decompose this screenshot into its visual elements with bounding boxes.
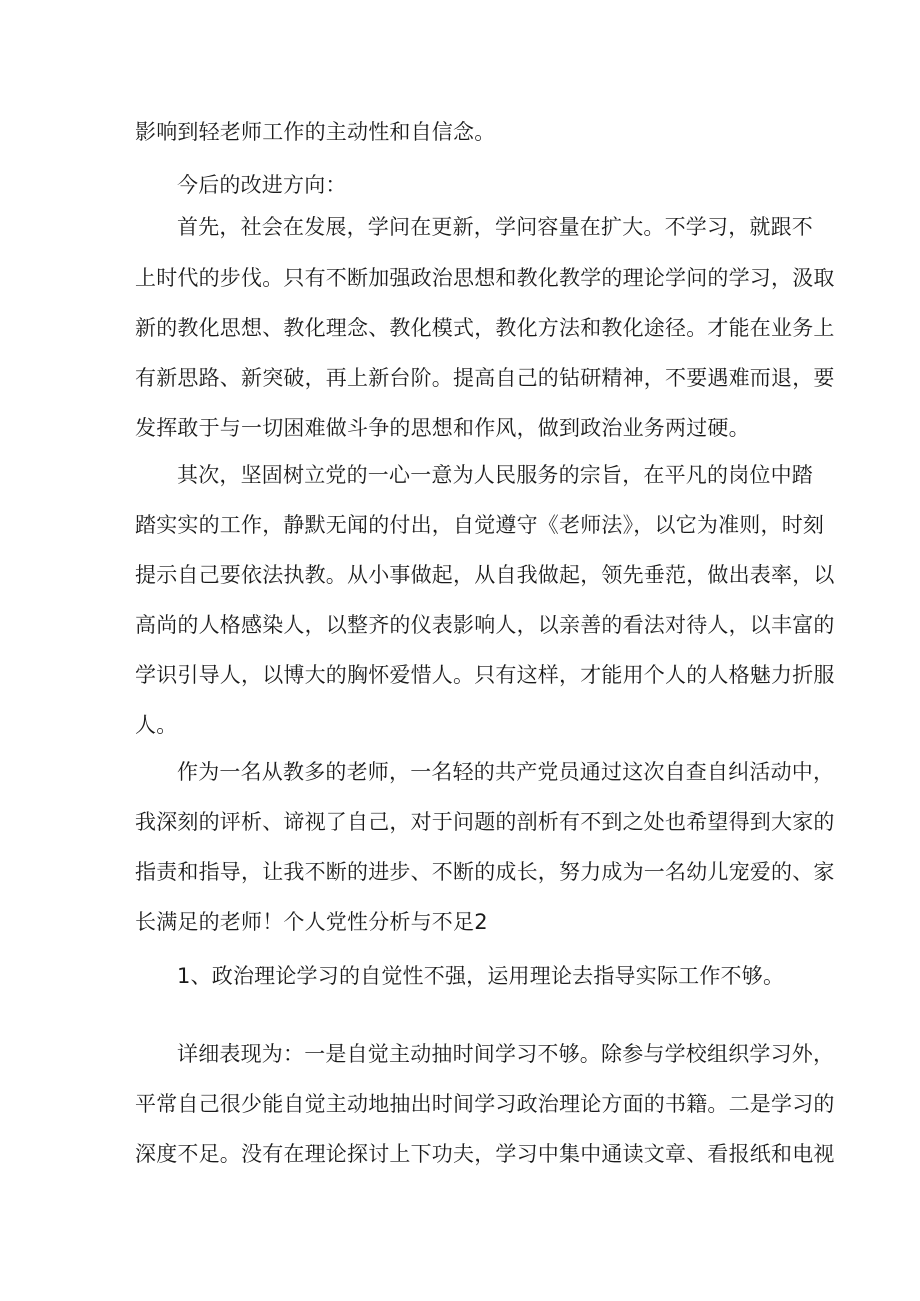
text-line: 有新思路、新突破，再上新台阶。提高自己的钻研精神，不要遇难而退，要 <box>135 366 835 390</box>
text-line: 首先，社会在发展，学问在更新，学问容量在扩大。不学习，就跟不 <box>177 215 813 239</box>
text-line: 发挥敢于与一切困难做斗争的思想和作风，做到政治业务两过硬。 <box>135 416 750 440</box>
text-line: 人。 <box>135 713 178 737</box>
text-line: 我深刻的评析、谛视了自己，对于问题的剖析有不到之处也希望得到大家的 <box>135 810 835 834</box>
text-line: 详细表现为：一是自觉主动抽时间学习不够。除参与学校组织学习外， <box>177 1042 835 1066</box>
text-line: 踏实实的工作，静默无闻的付出，自觉遵守《老师法》，以它为准则，时刻 <box>135 513 825 537</box>
text-line: 长满足的老师！个人党性分析与不足2 <box>135 910 488 934</box>
list-item: 1、政治理论学习的自觉性不强，运用理论去指导实际工作不够。 <box>177 964 785 988</box>
text-line: 学识引导人，以博大的胸怀爱惜人。只有这样，才能用个人的人格魅力折服 <box>135 663 835 687</box>
text-line: 上时代的步伐。只有不断加强政治思想和教化教学的理论学问的学习，汲取 <box>135 266 835 290</box>
text-line: 高尚的人格感染人，以整齐的仪表影响人，以亲善的看法对待人，以丰富的 <box>135 613 835 637</box>
text-line: 新的教化思想、教化理念、教化模式，教化方法和教化途径。才能在业务上 <box>135 316 835 340</box>
text-line: 平常自己很少能自觉主动地抽出时间学习政治理论方面的书籍。二是学习的 <box>135 1092 835 1116</box>
text-line: 作为一名从教多的老师，一名轻的共产党员通过这次自查自纠活动中， <box>177 760 835 784</box>
text-line: 深度不足。没有在理论探讨上下功夫，学习中集中通读文章、看报纸和电视 <box>135 1142 835 1166</box>
section-heading: 今后的改进方向： <box>177 173 347 197</box>
text-line: 提示自己要依法执教。从小事做起，从自我做起，领先垂范，做出表率，以 <box>135 563 835 587</box>
text-line: 其次，坚固树立党的一心一意为人民服务的宗旨，在平凡的岗位中踏 <box>177 463 813 487</box>
text-line: 影响到轻老师工作的主动性和自信念。 <box>135 120 496 144</box>
text-line: 指责和指导，让我不断的进步、不断的成长，努力成为一名幼儿宠爱的、家 <box>135 860 835 884</box>
